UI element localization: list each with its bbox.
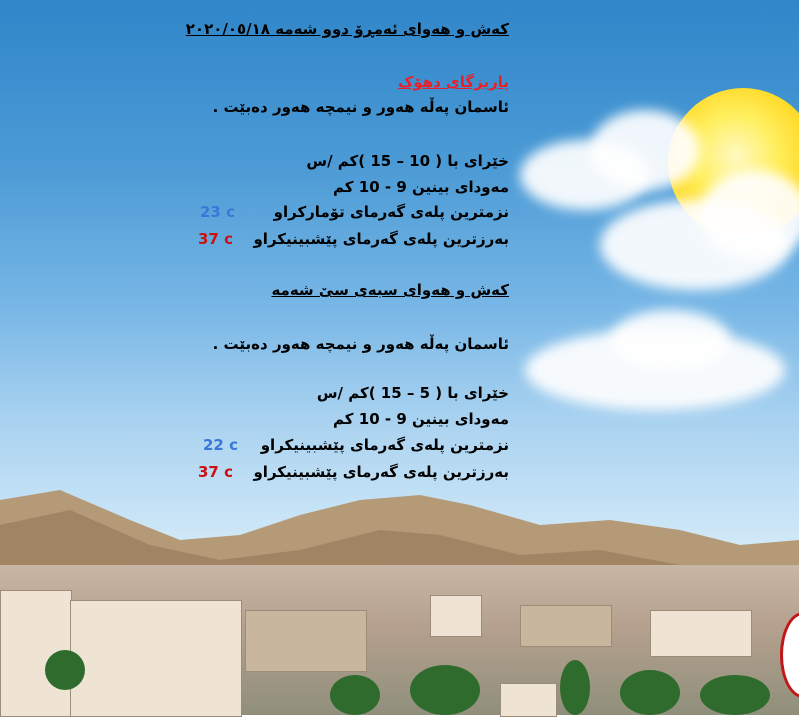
tomorrow-visibility: مەودای بینین 9 - 10 کم xyxy=(333,410,509,428)
tomorrow-min-label: نزمترین پلەی گەرمای پێشبینیکراو xyxy=(260,436,509,454)
region-title: پاریزگای دهۆک xyxy=(397,73,509,91)
bulletin-header: کەش و هەوای ئەمڕۆ دوو شەمە ٢٠٢٠/٠٥/١٨ xyxy=(185,20,509,38)
tomorrow-min-value: 22 c xyxy=(203,436,238,454)
tomorrow-header: کەش و هەوای سبەی سێ شەمە xyxy=(271,281,509,299)
today-min-label: نزمترین پلەی گەرمای تۆمارکراو xyxy=(273,203,509,221)
today-min-value: 23 c xyxy=(200,203,235,221)
today-max-value: 37 c xyxy=(198,230,233,248)
today-max-label: بەرزترین پلەی گەرمای پێشبینیکراو xyxy=(253,230,509,248)
tomorrow-sky: ئاسمان پەڵە هەور و نیمچە هەور دەبێت . xyxy=(212,335,509,353)
today-sky: ئاسمان پەڵە هەور و نیمچە هەور دەبێت . xyxy=(212,98,509,116)
tomorrow-wind: خێرای با ( 5 – 15 )کم /س xyxy=(316,384,509,402)
tomorrow-max-label: بەرزترین پلەی گەرمای پێشبینیکراو xyxy=(253,463,509,481)
tomorrow-max-value: 37 c xyxy=(198,463,233,481)
today-visibility: مەودای بینین 9 - 10 کم xyxy=(333,178,509,196)
today-wind: خێرای با ( 10 – 15 )کم /س xyxy=(306,152,509,170)
